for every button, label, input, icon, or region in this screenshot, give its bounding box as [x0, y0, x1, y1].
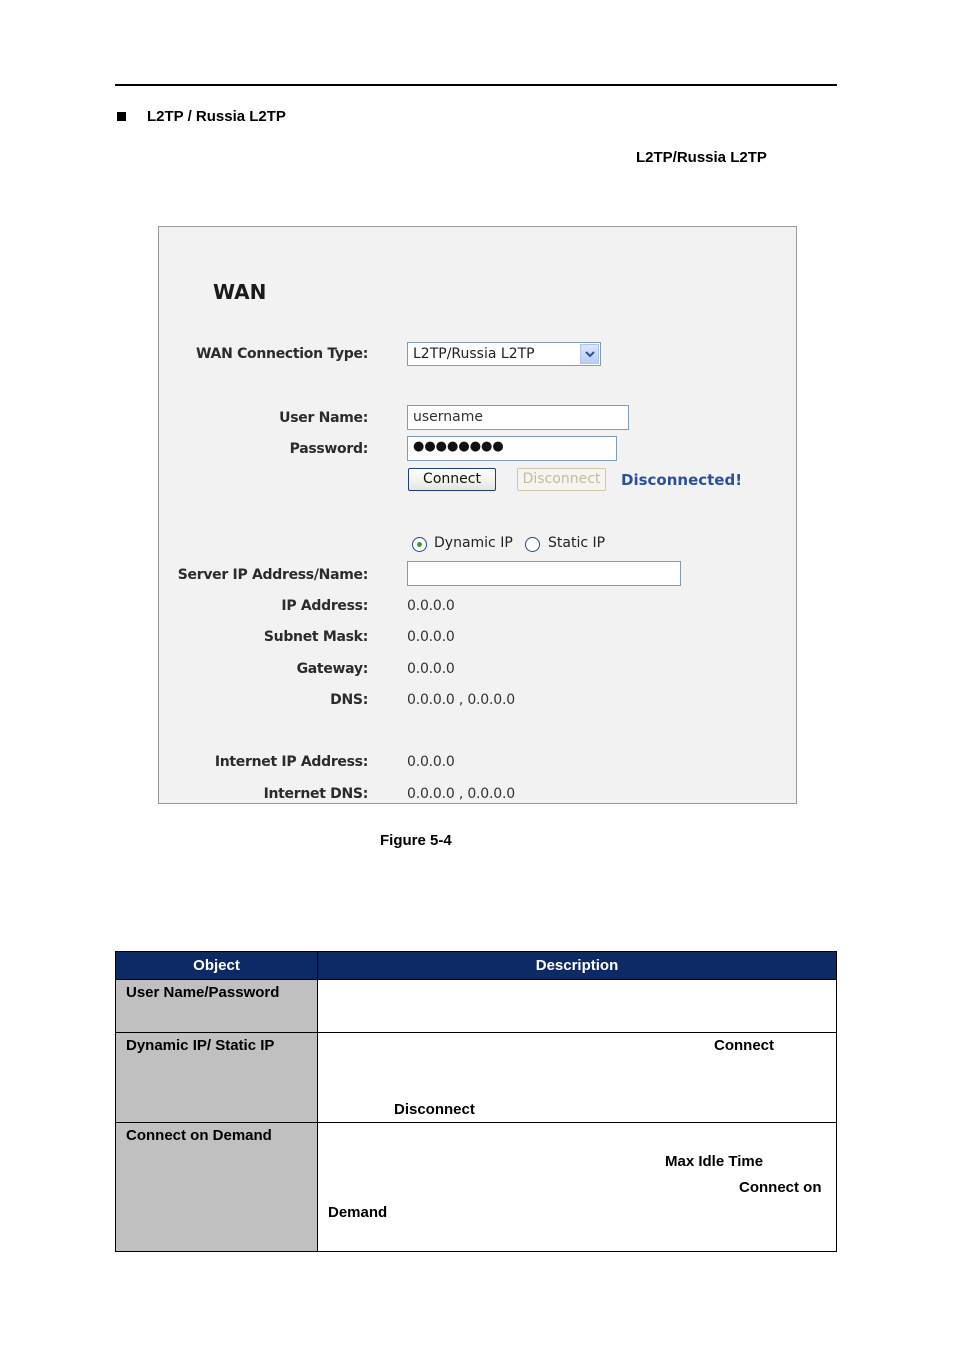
chevron-down-icon[interactable] — [580, 344, 599, 364]
server-label: Server IP Address/Name: — [177, 567, 368, 583]
static-ip-label: Static IP — [548, 535, 606, 551]
internet-dns-value: 0.0.0.0 , 0.0.0.0 — [407, 786, 515, 802]
static-ip-radio[interactable] — [525, 537, 540, 552]
row-object: User Name/Password — [116, 980, 318, 1033]
bullet-square-icon — [117, 112, 126, 121]
username-label: User Name: — [279, 410, 368, 426]
connection-type-select[interactable] — [407, 342, 601, 366]
row-object: Connect on Demand — [116, 1123, 318, 1252]
gateway-label: Gateway: — [296, 661, 368, 677]
wan-settings-screenshot — [158, 226, 797, 804]
dynamic-ip-label: Dynamic IP — [434, 535, 513, 551]
table-row — [116, 1033, 837, 1123]
username-value: username — [413, 409, 483, 425]
server-input[interactable] — [407, 561, 681, 586]
password-label: Password: — [289, 441, 368, 457]
connection-type-label: WAN Connection Type: — [196, 346, 368, 362]
gateway-value: 0.0.0.0 — [407, 661, 455, 677]
password-value: ●●●●●●●● — [413, 439, 504, 454]
header-rule — [115, 84, 837, 86]
row-object: Dynamic IP/ Static IP — [116, 1033, 318, 1123]
wan-title: WAN — [213, 280, 267, 304]
connect-button[interactable]: Connect — [408, 468, 496, 491]
connection-status: Disconnected! — [621, 471, 743, 489]
intro-bold-text: L2TP/Russia L2TP — [636, 149, 767, 166]
row-description — [318, 1033, 837, 1123]
dynamic-ip-radio[interactable] — [412, 537, 427, 552]
dns-value: 0.0.0.0 , 0.0.0.0 — [407, 692, 515, 708]
section-title: L2TP / Russia L2TP — [147, 108, 286, 125]
dns-label: DNS: — [330, 692, 368, 708]
table-row — [116, 980, 837, 1033]
mask-label: Subnet Mask: — [263, 629, 368, 645]
internet-dns-label: Internet DNS: — [263, 786, 368, 802]
table-header-row — [116, 952, 837, 980]
figure-caption: Figure 5-4 — [380, 832, 452, 849]
radio-selected-dot — [417, 542, 422, 547]
internet-ip-label: Internet IP Address: — [214, 754, 368, 770]
internet-ip-value: 0.0.0.0 — [407, 754, 455, 770]
mask-value: 0.0.0.0 — [407, 629, 455, 645]
header-object: Object — [116, 952, 318, 980]
password-input[interactable] — [407, 436, 617, 461]
keyword-demand: Demand — [328, 1204, 388, 1221]
row-description — [318, 1123, 837, 1252]
keyword-connect-on: Connect on — [739, 1179, 822, 1196]
username-input[interactable] — [407, 405, 629, 430]
keyword-disconnect: Disconnect — [394, 1101, 475, 1118]
ip-value: 0.0.0.0 — [407, 598, 455, 614]
ip-label: IP Address: — [281, 598, 368, 614]
keyword-connect: Connect — [714, 1037, 774, 1054]
description-table — [115, 951, 837, 1252]
table-row — [116, 1123, 837, 1252]
disconnect-button[interactable]: Disconnect — [517, 468, 606, 491]
row-description — [318, 980, 837, 1033]
header-description: Description — [318, 952, 837, 980]
connection-type-value: L2TP/Russia L2TP — [413, 346, 535, 362]
keyword-max-idle-time: Max Idle Time — [665, 1153, 764, 1170]
